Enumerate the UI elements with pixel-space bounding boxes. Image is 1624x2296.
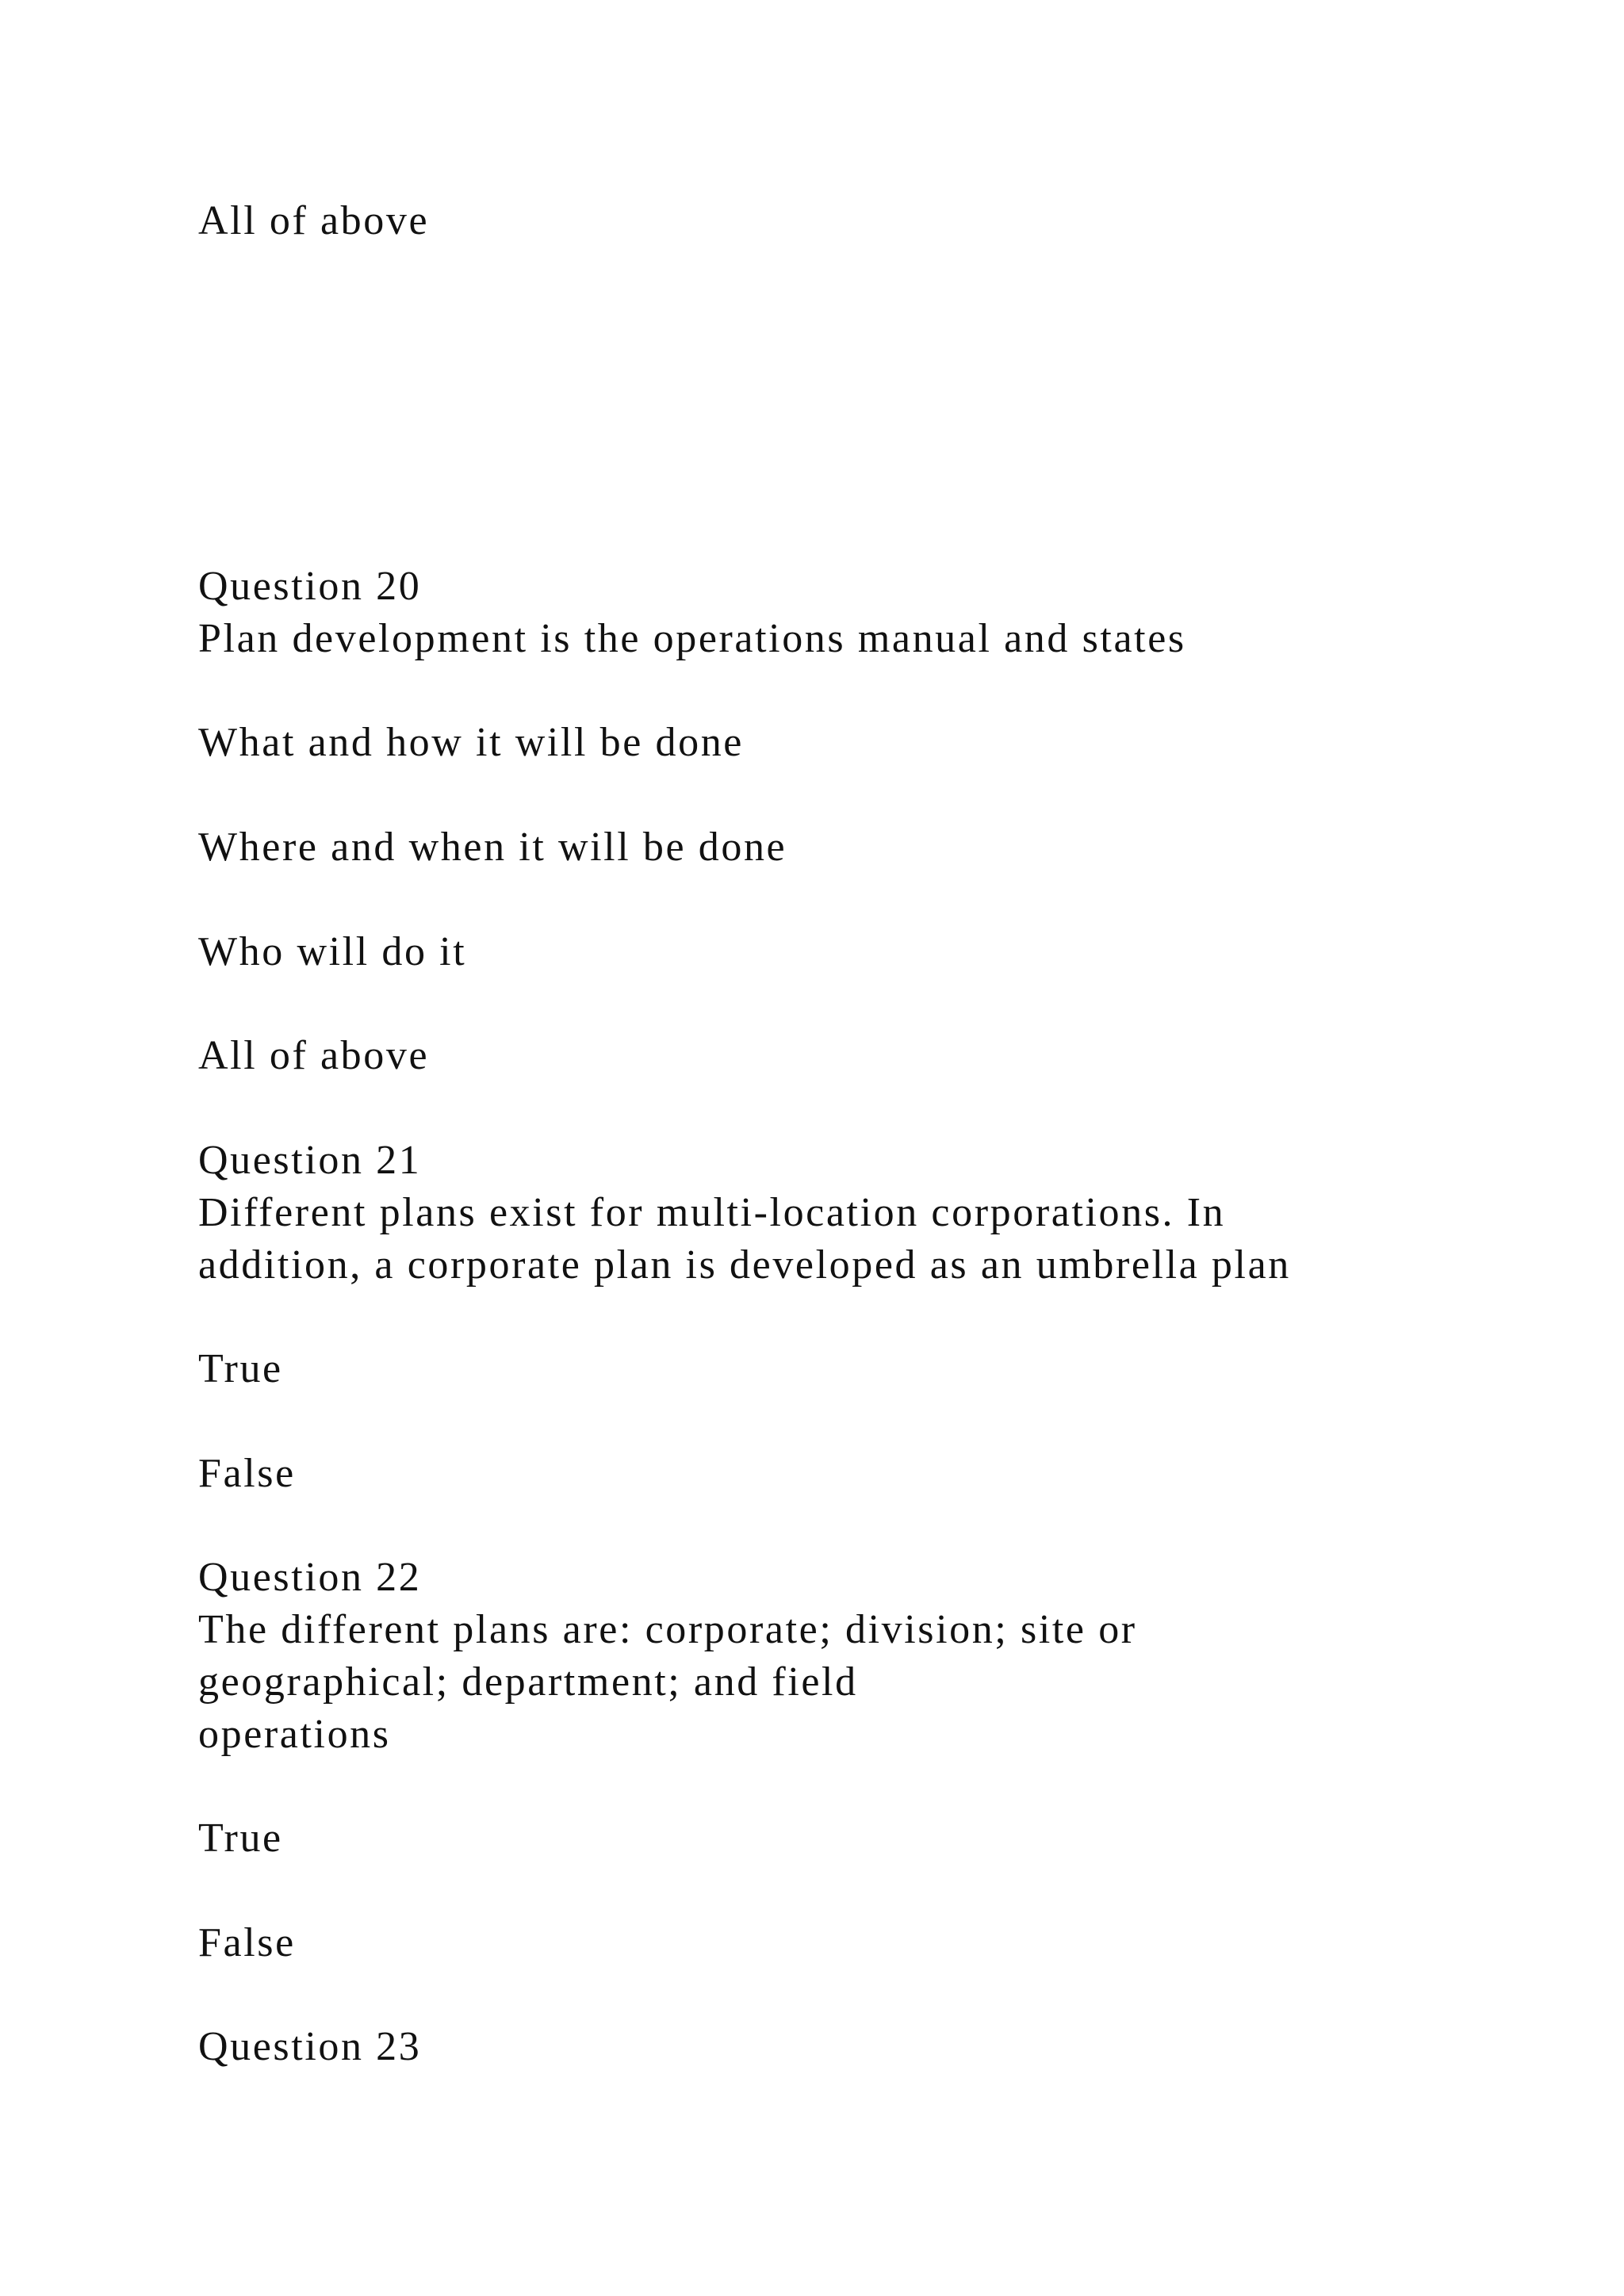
answer-option: All of above: [198, 198, 430, 243]
question-number: Question 22: [198, 1555, 422, 1600]
question-text: addition, a corporate plan is developed as an umbrella plan: [198, 1242, 1291, 1288]
answer-option: All of above: [198, 1033, 430, 1078]
answer-option: False: [198, 1920, 296, 1965]
question-text: Plan development is the operations manual and states: [198, 616, 1186, 661]
question-text: operations: [198, 1712, 391, 1757]
answer-option: Who will do it: [198, 929, 467, 974]
answer-option: False: [198, 1451, 296, 1496]
answer-option: What and how it will be done: [198, 720, 744, 765]
question-text: geographical; department; and field: [198, 1659, 858, 1705]
answer-option: True: [198, 1816, 283, 1861]
question-number: Question 21: [198, 1138, 422, 1183]
question-text: The different plans are: corporate; division; site or: [198, 1607, 1137, 1652]
question-number: Question 20: [198, 564, 422, 609]
answer-option: Where and when it will be done: [198, 825, 787, 870]
question-number: Question 23: [198, 2024, 422, 2069]
answer-option: True: [198, 1346, 283, 1391]
question-text: Different plans exist for multi-location corporations. In: [198, 1190, 1226, 1235]
